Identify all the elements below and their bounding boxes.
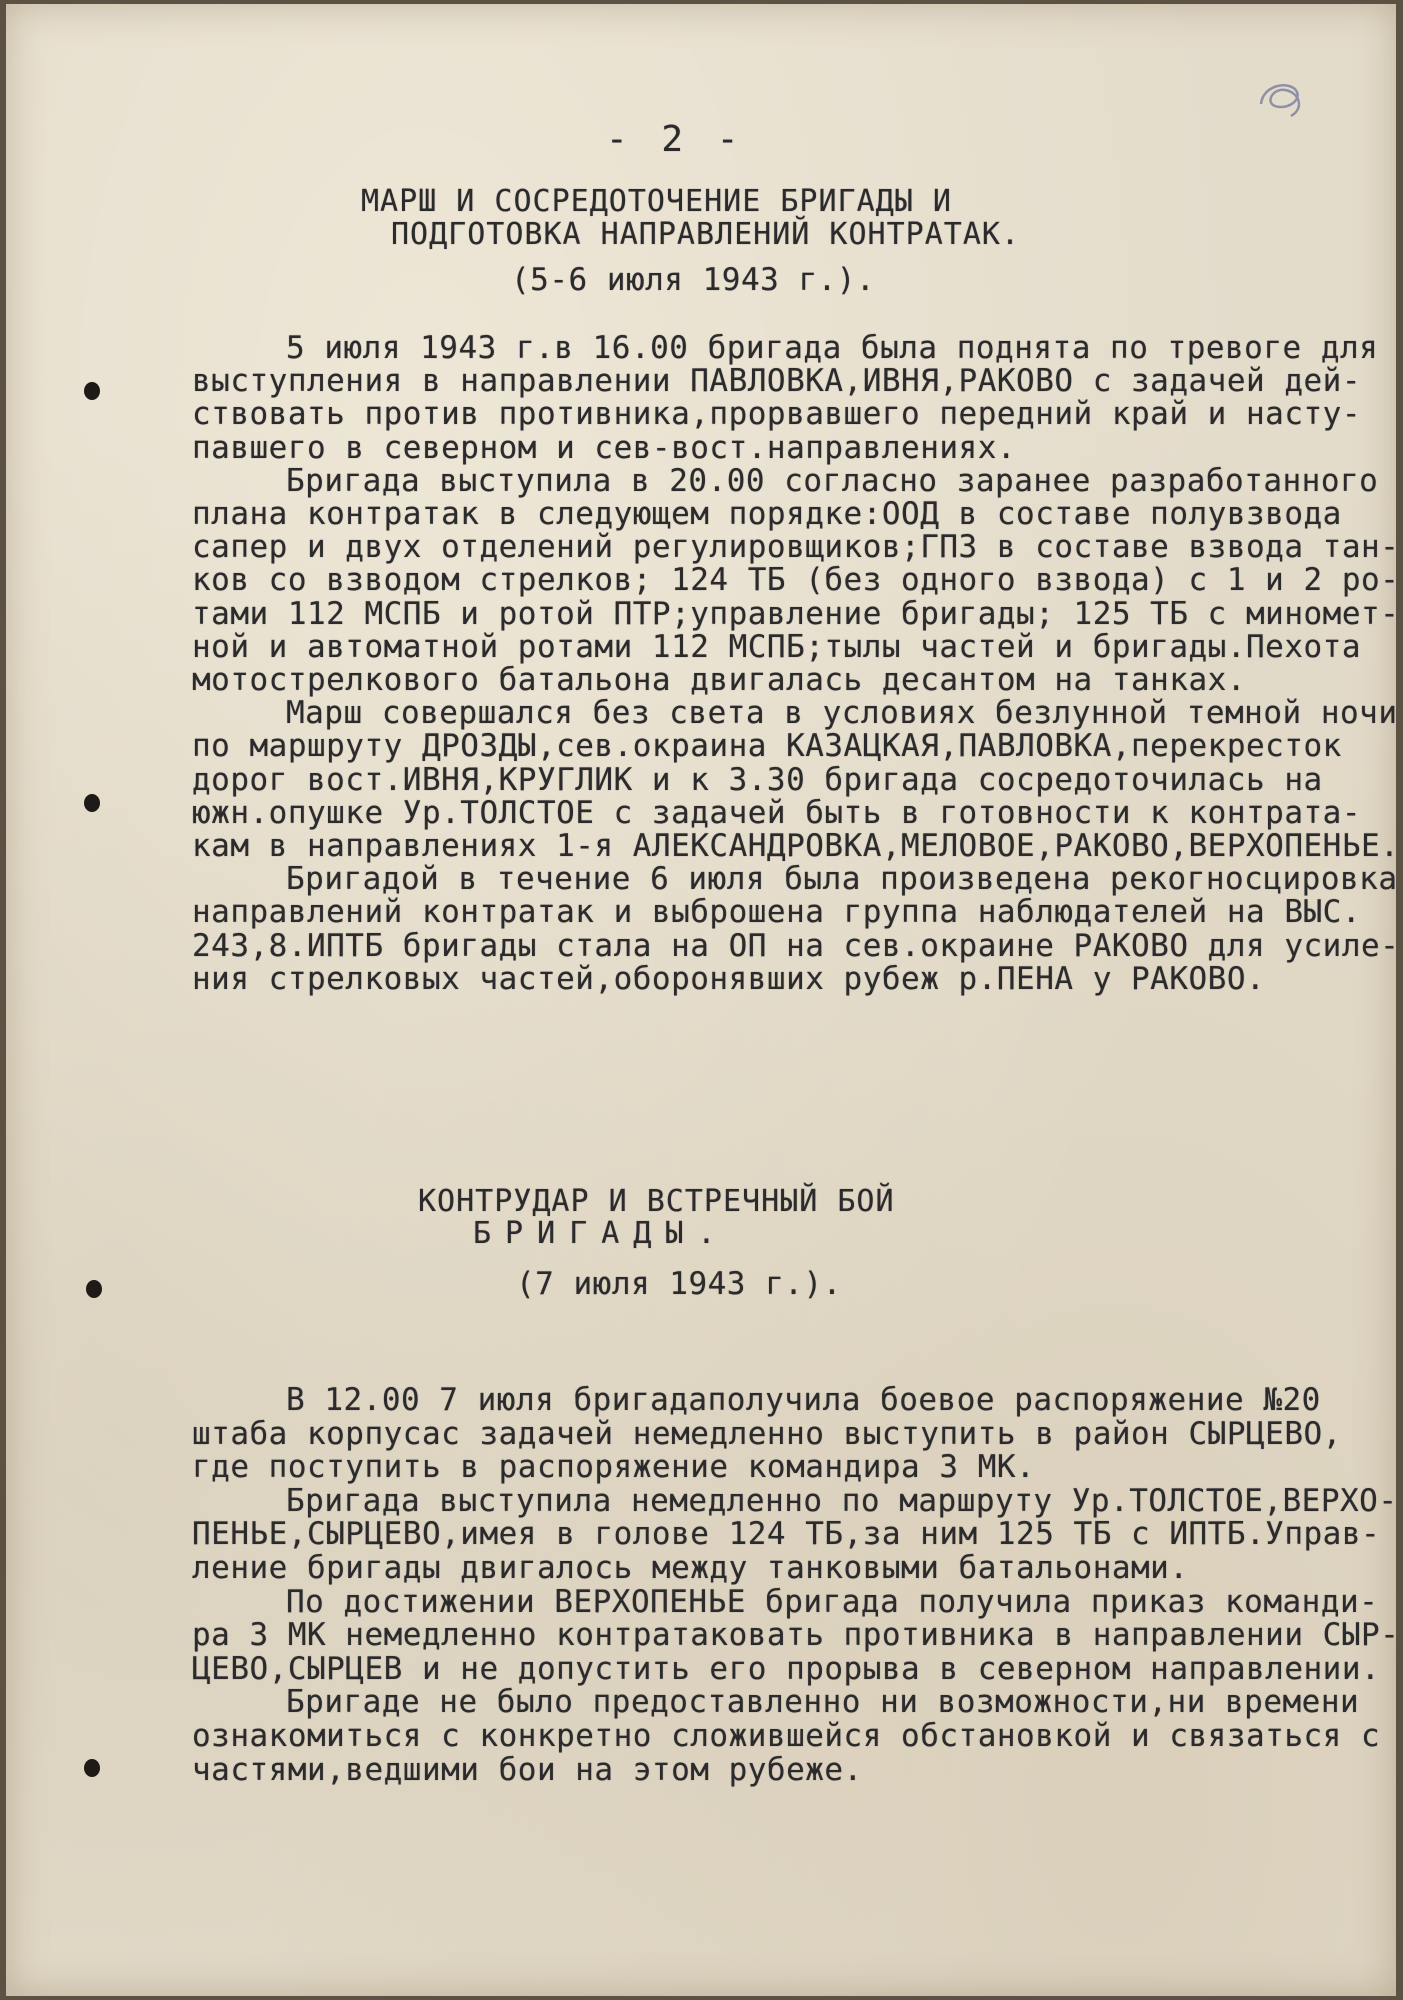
text-line: ПЕНЬЕ,СЫРЦЕВО,имея в голове 124 ТБ,за ним 125 ТБ с ИПТБ.Управ- bbox=[192, 1516, 1381, 1553]
text-line: мотострелкового батальона двигалась десантом на танках. bbox=[192, 662, 1246, 698]
text-line: где поступить в распоряжение командира 3 МК. bbox=[192, 1449, 1036, 1486]
section1-heading-line2: ПОДГОТОВКА НАПРАВЛЕНИЙ КОНТРАТАК. bbox=[391, 217, 1021, 252]
text-line: ление бригады двигалось между танковыми батальонами. bbox=[192, 1550, 1189, 1586]
text-line: 5 июля 1943 г.в 16.00 бригада была поднята по тревоге для bbox=[286, 330, 1379, 366]
text-line: направлений контратак и выброшена группа наблюдателей на ВЫС. bbox=[192, 894, 1361, 931]
text-line: павшего в северном и сев-вост.направлениях. bbox=[192, 429, 1017, 466]
text-line: ствовать против противника,прорвавшего передний край и насту- bbox=[192, 396, 1361, 433]
binding-hole bbox=[86, 1280, 102, 1298]
text-line: ния стрелковых частей,оборонявших рубеж р.ПЕНА у РАКОВО. bbox=[192, 960, 1266, 997]
text-line: южн.опушке Ур.ТОЛСТОЕ с задачей быть в готовности к контрата- bbox=[192, 794, 1361, 831]
text-line: штаба корпусас задачей немедленно выступить в район СЫРЦЕВО, bbox=[192, 1415, 1342, 1452]
text-line: Бригада выступила в 20.00 согласно заранее разработанного bbox=[286, 462, 1379, 499]
text-line: Марш совершался без света в условиях безлунной темной ночи bbox=[286, 695, 1398, 732]
text-line: ной и автоматной ротами 112 МСПБ;тылы частей и бригады.Пехота bbox=[192, 628, 1361, 665]
text-line: сапер и двух отделений регулировщиков;ГПЗ в составе взвода тан- bbox=[192, 529, 1400, 566]
text-line: ознакомиться с конкретно сложившейся обстановкой и связаться с bbox=[192, 1718, 1381, 1754]
text-line: тами 112 МСПБ и ротой ПТР;управление бригады; 125 ТБ с миномет- bbox=[192, 595, 1400, 632]
section2-heading-line2: БРИГАДЫ. bbox=[473, 1216, 730, 1251]
document-page bbox=[6, 4, 1400, 1996]
text-line: Бригада выступила немедленно по маршруту Ур.ТОЛСТОЕ,ВЕРХО- bbox=[286, 1482, 1398, 1519]
text-line: По достижении ВЕРХОПЕНЬЕ бригада получила приказ команди- bbox=[286, 1583, 1379, 1620]
text-line: В 12.00 7 июля бригадаполучила боевое распоряжение №20 bbox=[286, 1382, 1321, 1418]
binding-hole bbox=[84, 1759, 100, 1777]
text-line: ЦЕВО,СЫРЦЕВ и не допустить его прорыва в северном направлении. bbox=[192, 1650, 1381, 1687]
text-line: дорог вост.ИВНЯ,КРУГЛИК и к 3.30 бригада сосредоточилась на bbox=[192, 761, 1323, 798]
text-line: ков со взводом стрелков; 124 ТБ (без одного взвода) с 1 и 2 ро- bbox=[192, 562, 1400, 599]
page-number: - 2 - bbox=[606, 119, 745, 160]
text-line: выступления в направлении ПАВЛОВКА,ИВНЯ,РАКОВО с задачей дей- bbox=[192, 363, 1361, 400]
text-line: по маршруту ДРОЗДЫ,сев.окраина КАЗАЦКАЯ,ПАВЛОВКА,перекресток bbox=[192, 728, 1342, 765]
text-line: 243,8.ИПТБ бригады стала на ОП на сев.окраине РАКОВО для усиле- bbox=[192, 927, 1400, 964]
section1-dates: (5-6 июля 1943 г.). bbox=[511, 262, 876, 298]
text-line: кам в направлениях 1-я АЛЕКСАНДРОВКА,МЕЛОВОЕ,РАКОВО,ВЕРХОПЕНЬЕ. bbox=[192, 828, 1400, 864]
text-line: Бригадой в течение 6 июля была произведена рекогносцировка bbox=[286, 861, 1398, 898]
section1-heading-line1: МАРШ И СОСРЕДОТОЧЕНИЕ БРИГАДЫ И bbox=[361, 184, 952, 219]
binding-hole bbox=[84, 382, 100, 400]
text-line: Бригаде не было предоставленно ни возможности,ни времени bbox=[286, 1684, 1360, 1721]
text-line: ра 3 МК немедленно контратаковать противника в направлении СЫР- bbox=[192, 1617, 1400, 1654]
binding-hole bbox=[84, 794, 100, 812]
section2-dates: (7 июля 1943 г.). bbox=[516, 1266, 842, 1302]
section2-heading-line1: КОНТРУДАР И ВСТРЕЧНЫЙ БОЙ bbox=[418, 1184, 895, 1219]
text-line: частями,ведшими бои на этом рубеже. bbox=[192, 1751, 863, 1788]
text-line: плана контратак в следующем порядке:ООД в составе полувзвода bbox=[192, 496, 1342, 532]
handwritten-page-mark bbox=[1251, 74, 1309, 124]
